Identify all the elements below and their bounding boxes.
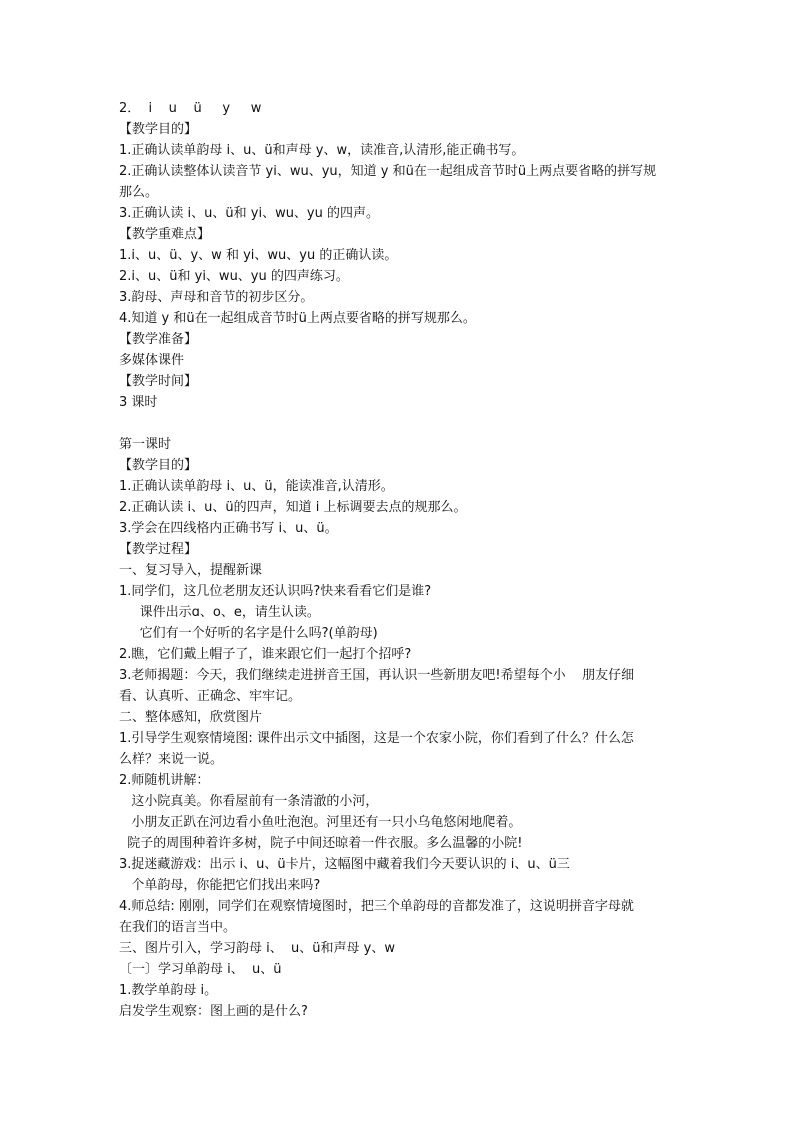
text-line: 【教学过程】 — [119, 542, 198, 557]
text-line: 3.韵母、声母和音节的初步区分。 — [119, 290, 314, 305]
text-line: 课件出示ɑ、o、e，请生认读。 — [119, 605, 320, 620]
text-line: 3.学会在四线格内正确书写 i、u、ü。 — [119, 521, 338, 536]
text-line: 一、复习导入，提醒新课 — [119, 563, 263, 578]
text-line: 1.引导学生观察情境图: 课件出示文中插图，这是一个农家小院，你们看到了什么？什么怎 — [119, 731, 634, 746]
text-line: 【教学目的】 — [119, 458, 198, 473]
text-line: 2． i u ü y w — [119, 101, 262, 116]
text-line: 在我们的语言当中。 — [119, 920, 237, 935]
text-line: 3.正确认读 i、u、ü和 yi、wu、yu 的四声。 — [119, 206, 380, 221]
text-line: 【教学重难点】 — [119, 227, 211, 242]
text-line: 1.正确认读单韵母 i、u、ü和声母 y、w，读准音,认清形,能正确书写。 — [119, 143, 525, 158]
text-line: 2.瞧，它们戴上帽子了，谁来跟它们一起打个招呼? — [119, 647, 412, 662]
text-line: 3 课时 — [119, 395, 158, 410]
text-line: 〔一〕学习单韵母 i、 u、ü — [119, 962, 282, 977]
text-line: 小朋友正趴在河边看小鱼吐泡泡。河里还有一只小乌龟悠闲地爬着。 — [119, 815, 522, 830]
text-line: 2.i、u、ü和 yi、wu、yu 的四声练习。 — [119, 269, 349, 284]
text-line: 【教学目的】 — [119, 122, 198, 137]
text-line: 看、认真听、正确念、牢牢记。 — [119, 689, 302, 704]
text-line: 多媒体课件 — [119, 353, 185, 368]
text-line: 4.师总结: 刚刚，同学们在观察情境图时，把三个单韵母的音都发准了，这说明拼音字母就 — [119, 899, 634, 914]
text-line: 【教学准备】 — [119, 332, 198, 347]
text-line: 三、图片引入，学习韵母 i、 u、ü和声母 y、w — [119, 941, 395, 956]
text-line: 第一课时 — [119, 437, 172, 452]
text-line: 1.i、u、ü、y、w 和 yi、wu、yu 的正确认读。 — [119, 248, 398, 263]
text-line: 启发学生观察：图上画的是什么? — [119, 1004, 308, 1019]
lesson-plan-text — [119, 98, 684, 1022]
text-line: 这小院真美。你看屋前有一条清澈的小河， — [119, 794, 379, 809]
text-line: 【教学时间】 — [119, 374, 198, 389]
text-line: 2.正确认读 i、u、ü的四声，知道 i 上标调要去点的规那么。 — [119, 500, 467, 515]
text-line: 个单韵母，你能把它们找出来吗? — [119, 878, 321, 893]
text-line: 2.师随机讲解： — [119, 773, 210, 788]
text-line: 二、整体感知，欣赏图片 — [119, 710, 263, 725]
text-line: 么样？来说一说。 — [119, 752, 224, 767]
text-line: 4.知道 y 和ü在一起组成音节时ü上两点要省略的拼写规那么。 — [119, 311, 476, 326]
text-line: 它们有一个好听的名字是什么吗?(单韵母) — [119, 626, 378, 641]
text-line: 1.正确认读单韵母 i、u、ü，能读准音,认清形。 — [119, 479, 394, 494]
text-line: 那么。 — [119, 185, 159, 200]
text-line: 1.同学们，这几位老朋友还认识吗?快来看看它们是谁? — [119, 584, 432, 599]
text-line: 院子的周围种着许多树，院子中间还晾着一件衣服。多么温馨的小院! — [119, 836, 523, 851]
text-line: 3.老师揭题：今天，我们继续走进拼音王国，再认识一些新朋友吧!希望每个小 朋友仔细 — [119, 668, 635, 683]
text-line: 3.捉迷藏游戏：出示 i、u、ü卡片，这幅图中藏着我们今天要认识的 i、u、ü三 — [119, 857, 570, 872]
text-line: 1.教学单韵母 i。 — [119, 983, 218, 998]
text-line: 2.正确认读整体认读音节 yi、wu、yu，知道 y 和ü在一起组成音节时ü上两点要省略的拼写规 — [119, 164, 657, 179]
blank-line — [119, 413, 684, 434]
